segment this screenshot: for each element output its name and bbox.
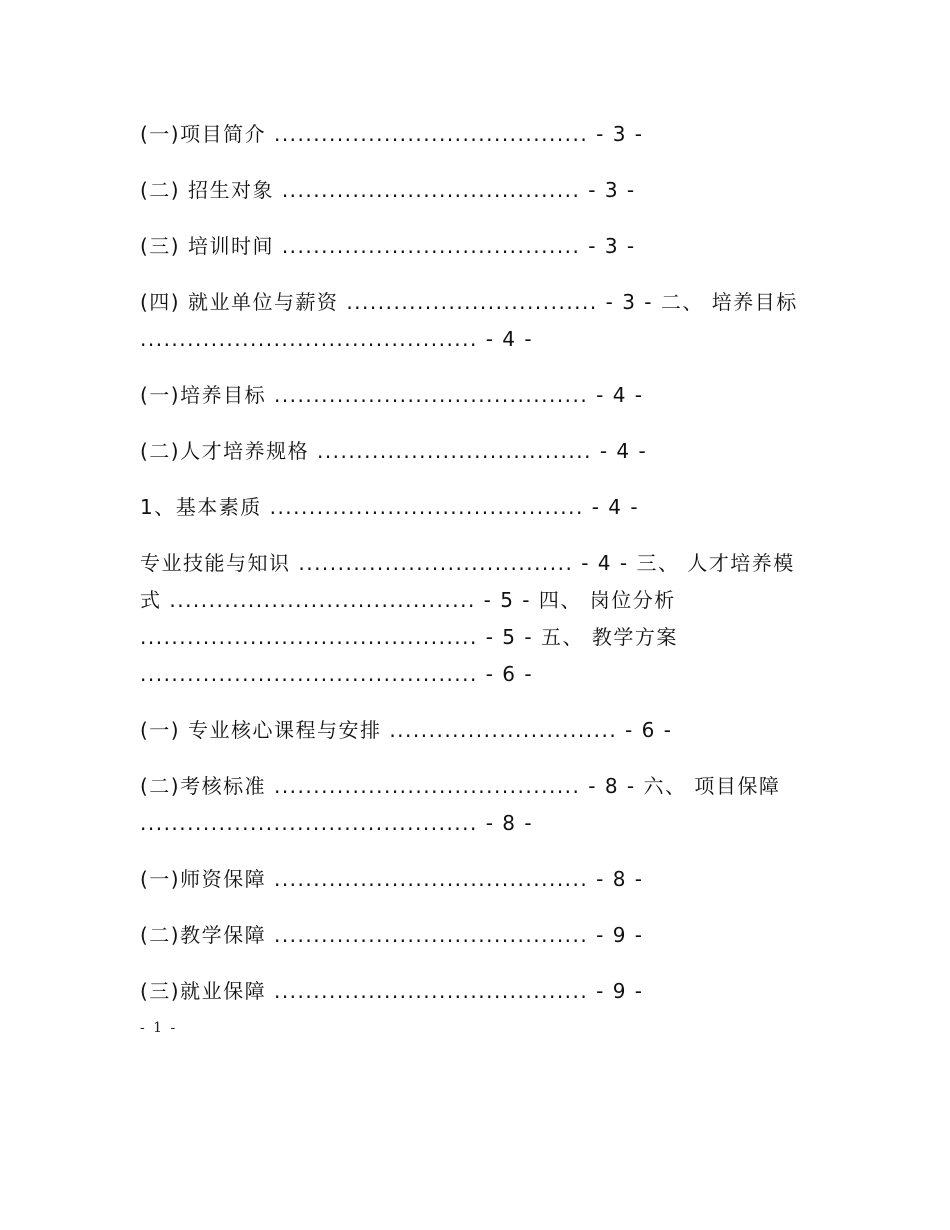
toc-entry-talent-spec[interactable]: (二)人才培养规格 ................................... - 4 - xyxy=(140,439,648,463)
toc-entry-training-goal[interactable]: (一)培养目标 ........................................ - 4 - xyxy=(140,383,644,407)
page-number: - 1 - xyxy=(140,1020,178,1036)
toc-entry-assessment[interactable]: (二)考核标准 ....................................... - 8 - 六、 项目保障 ........................................... - 8 - xyxy=(140,774,781,835)
toc-entry-employer-salary[interactable]: (四) 就业单位与薪资 ................................ - 3 - 二、 培养目标 ........................................... - 4 - xyxy=(140,290,798,351)
toc-entry-employment[interactable]: (三)就业保障 ........................................ - 9 - xyxy=(140,979,644,1003)
toc-entry-skills-knowledge[interactable]: 专业技能与知识 ................................... - 4 - 三、 人才培养模式 ....................................... - 5 - 四、 岗位分析 ........................................... - 5 - 五、 教学方案 ........................................... - 6 - xyxy=(140,551,795,686)
toc-entry-core-courses[interactable]: (一) 专业核心课程与安排 ............................. - 6 - xyxy=(140,718,673,742)
toc-entry-project-intro[interactable]: (一)项目简介 ........................................ - 3 - xyxy=(140,122,644,146)
toc-entry-training-time[interactable]: (三) 培训时间 ...................................... - 3 - xyxy=(140,234,636,258)
toc-entry-basic-quality[interactable]: 1、基本素质 ........................................ - 4 - xyxy=(140,495,640,519)
toc-entry-teaching[interactable]: (二)教学保障 ........................................ - 9 - xyxy=(140,923,644,947)
toc-entry-faculty[interactable]: (一)师资保障 ........................................ - 8 - xyxy=(140,867,644,891)
table-of-contents xyxy=(140,116,810,1029)
toc-entry-enrollment-target[interactable]: (二) 招生对象 ...................................... - 3 - xyxy=(140,178,636,202)
